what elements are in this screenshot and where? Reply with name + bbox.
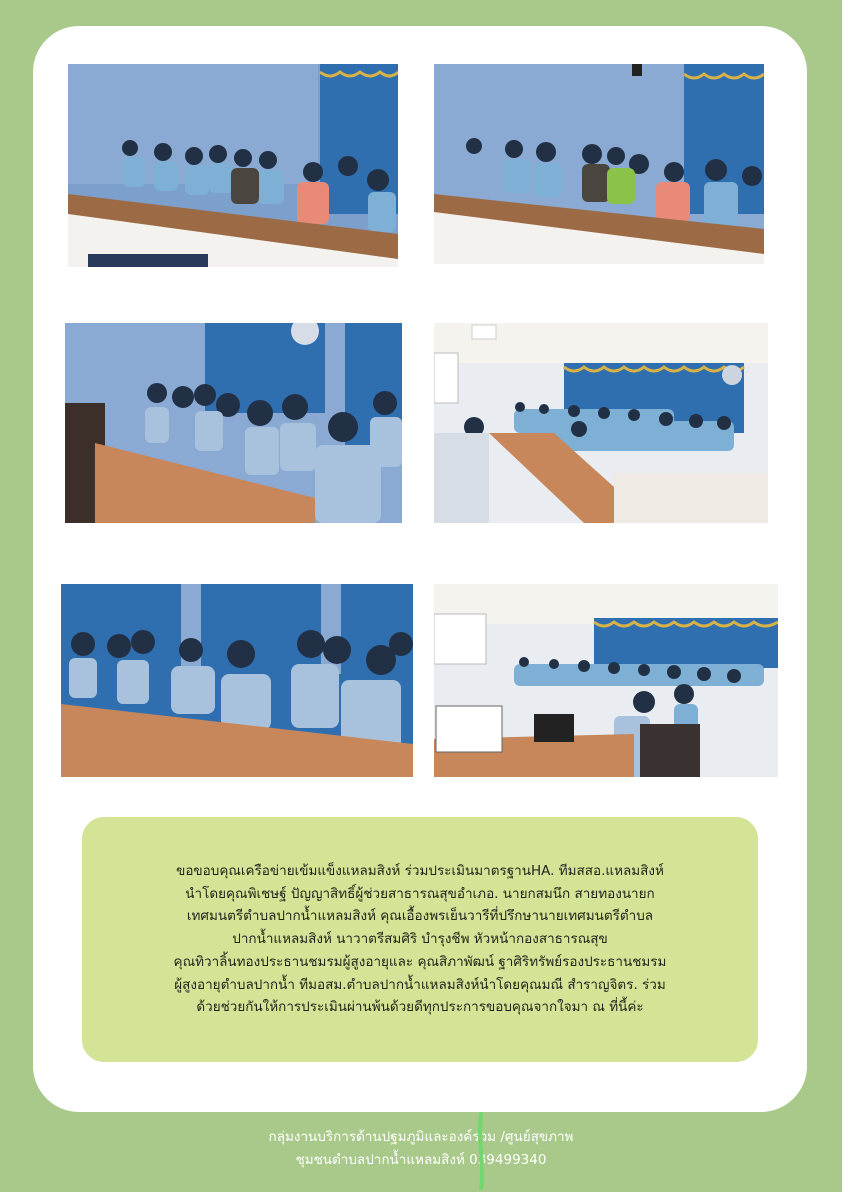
meeting-photo-6	[434, 584, 778, 777]
footer-organization: กลุ่มงานบริการด้านปฐมภูมิและองค์รวม /ศูนย์สุขภาพ	[268, 1129, 574, 1145]
photo-icon	[61, 584, 413, 777]
footer-contact: ชุมชนตำบลปากน้ำแหลมสิงห์ 039499340	[295, 1152, 547, 1168]
meeting-photo-1	[68, 64, 398, 267]
caption-line: ผู้สูงอายุตำบลปากน้ำ ทีมอสม.ตำบลปากน้ำแหลมสิงห์นำโดยคุณมณี สำราญจิตร. ร่วม	[174, 976, 666, 993]
meeting-photo-2	[434, 64, 764, 264]
cursor-mark-icon	[478, 1112, 484, 1190]
caption-line: เทศมนตรีตำบลปากน้ำแหลมสิงห์ คุณเอื้องพรเย็นวารีที่ปรึกษานายเทศมนตรีตำบล	[186, 908, 654, 925]
caption-line: นำโดยคุณพิเชษฐ์ ปัญญาสิทธิ์ผู้ช่วยสาธารณสุขอำเภอ. นายกสมนึก สายทองนายก	[185, 885, 655, 902]
footer	[0, 1126, 842, 1172]
caption-line: ขอขอบคุณเครือข่ายเข้มแข็งแหลมสิงห์ ร่วมประเมินมาตรฐานHA. ทีมสสอ.แหลมสิงห์	[176, 862, 664, 879]
photo-icon	[65, 323, 402, 523]
photo-icon	[434, 584, 778, 777]
caption-line: ด้วยช่วยกันให้การประเมินผ่านพ้นด้วยดีทุกประการขอบคุณจากใจมา ณ ที่นี้ค่ะ	[196, 999, 644, 1016]
caption-line: ปากน้ำแหลมสิงห์ นาวาตรีสมศิริ บำรุงชีพ หัวหน้ากองสาธารณสุข	[232, 931, 608, 948]
caption-box	[82, 817, 758, 1062]
photo-icon	[434, 323, 768, 523]
photo-icon	[434, 64, 764, 264]
meeting-photo-5	[61, 584, 413, 777]
caption-line: คุณทิวาลิ้นทองประธานชมรมผู้สูงอายุและ คุณสิภาพัฒน์ ฐาศิริทรัพย์รองประธานชมรม	[173, 953, 667, 970]
meeting-photo-4	[434, 323, 768, 523]
meeting-photo-3	[65, 323, 402, 523]
photo-icon	[68, 64, 398, 267]
